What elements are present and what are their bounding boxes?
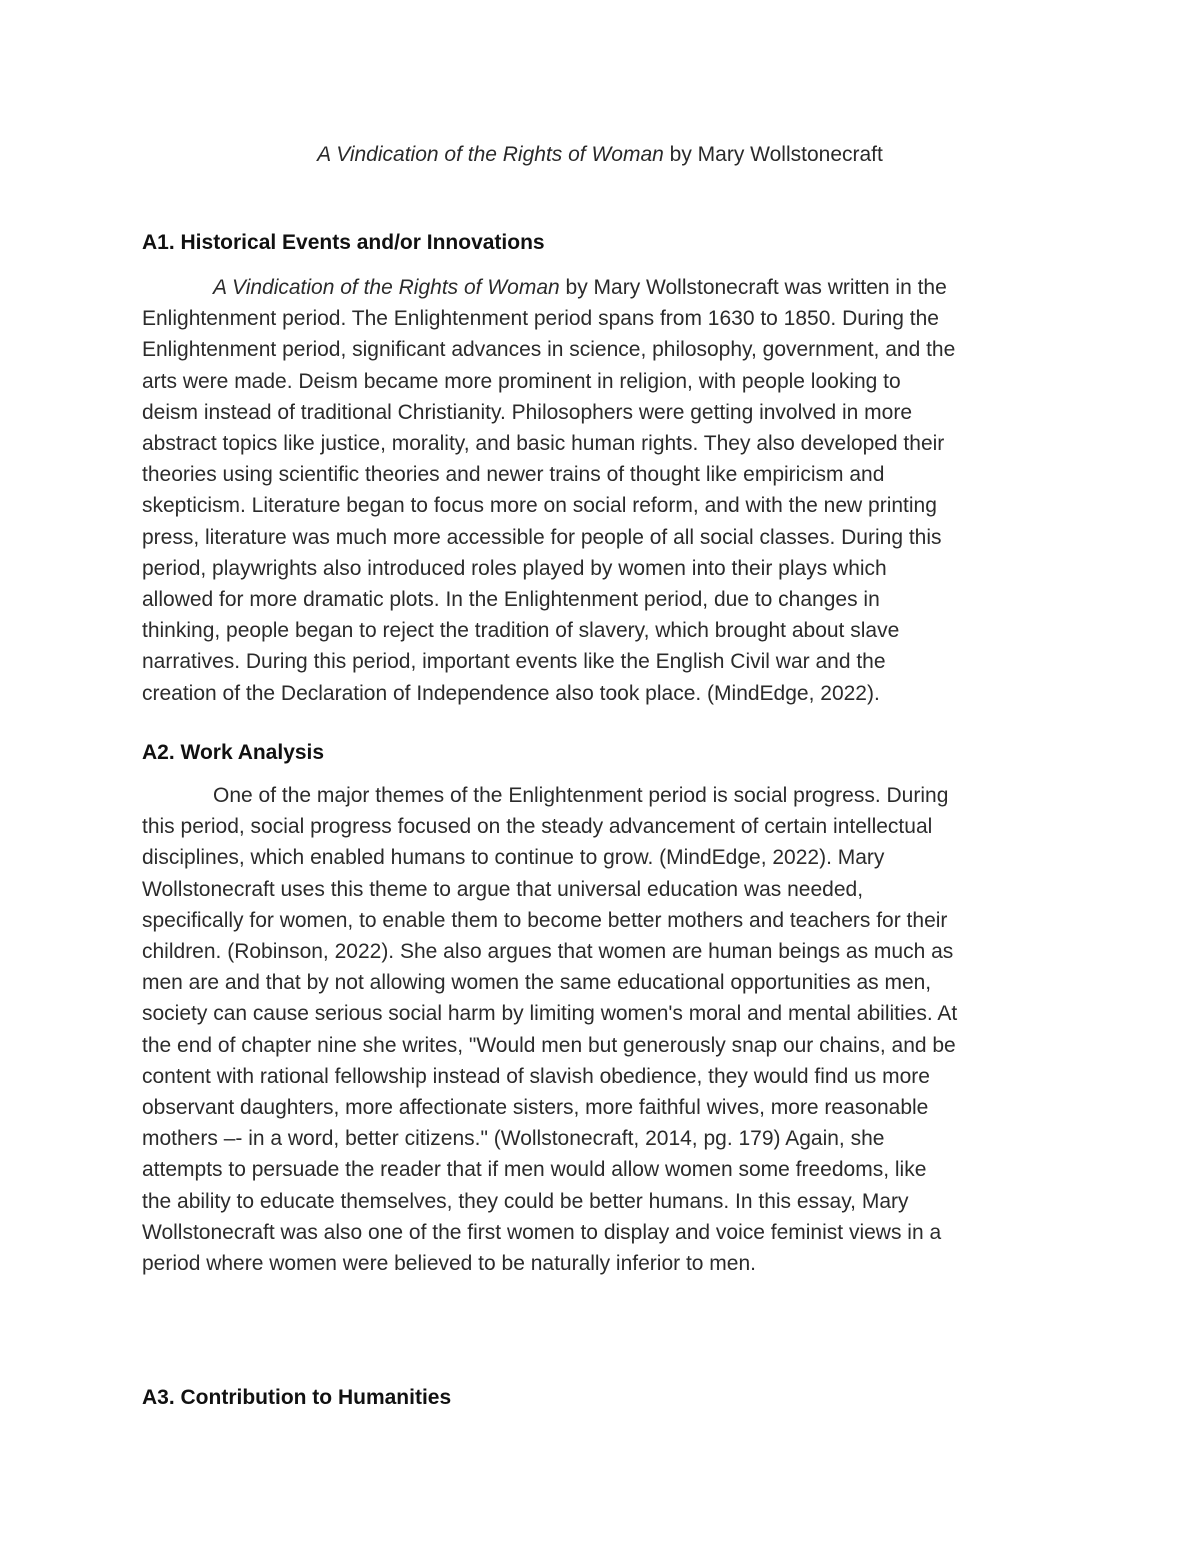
paragraph-line: press, literature was much more accessible for people of all social classes. During this [142,525,942,549]
paragraph-line: abstract topics like justice, morality, and basic human rights. They also developed their [142,432,945,456]
document-title-rest: by Mary Wollstonecraft [663,143,883,166]
paragraph-line: A Vindication of the Rights of Woman by Mary Wollstonecraft was written in the [213,276,947,299]
paragraph-line: Enlightenment period. The Enlightenment period spans from 1630 to 1850. During the [142,307,939,331]
paragraph-line: Enlightenment period, significant advances in science, philosophy, government, and the [142,338,956,362]
section-body-a1 [142,272,1062,709]
paragraph-line: society can cause serious social harm by limiting women's moral and mental abilities. At [142,1002,958,1026]
paragraph-line: disciplines, which enabled humans to continue to grow. (MindEdge, 2022). Mary [142,846,885,870]
paragraph-line: creation of the Declaration of Independence also took place. (MindEdge, 2022). [142,681,880,705]
paragraph-line: this period, social progress focused on the steady advancement of certain intellectual [142,815,933,839]
paragraph-line: skepticism. Literature began to focus more on social reform, and with the new printing [142,494,937,518]
paragraph-line: observant daughters, more affectionate sisters, more faithful wives, more reasonable [142,1096,929,1120]
paragraph-line: mothers –- in a word, better citizens." (Wollstonecraft, 2014, pg. 179) Again, she [142,1127,885,1151]
document-title [0,140,1200,170]
paragraph-line: narratives. During this period, important events like the English Civil war and the [142,650,886,674]
paragraph-line: allowed for more dramatic plots. In the Enlightenment period, due to changes in [142,588,880,612]
paragraph-line: period where women were believed to be naturally inferior to men. [142,1252,756,1276]
paragraph-line: attempts to persuade the reader that if men would allow women some freedoms, like [142,1158,927,1182]
paragraph-line: children. (Robinson, 2022). She also argues that women are human beings as much as [142,940,954,964]
work-title-italic: A Vindication of the Rights of Woman [213,276,560,299]
paragraph-line: period, playwrights also introduced roles played by women into their plays which [142,556,887,580]
paragraph-line: theories using scientific theories and newer trains of thought like empiricism and [142,463,885,487]
paragraph-line: arts were made. Deism became more prominent in religion, with people looking to [142,369,901,393]
paragraph-line: the end of chapter nine she writes, "Would men but generously snap our chains, and be [142,1033,956,1057]
paragraph-line: thinking, people began to reject the tradition of slavery, which brought about slave [142,619,900,643]
paragraph-line: the ability to educate themselves, they could be better humans. In this essay, Mary [142,1189,909,1213]
paragraph-line: content with rational fellowship instead of slavish obedience, they would find us more [142,1064,930,1088]
paragraph-line: Wollstonecraft uses this theme to argue that universal education was needed, [142,877,864,901]
section-body-a2 [142,780,1062,1279]
paragraph-line: deism instead of traditional Christianity. Philosophers were getting involved in more [142,400,912,424]
paragraph-line: specifically for women, to enable them to become better mothers and teachers for their [142,908,948,932]
paragraph-line: One of the major themes of the Enlightenment period is social progress. During [213,784,949,807]
document-title-italic: A Vindication of the Rights of Woman [317,143,664,166]
paragraph-line: men are and that by not allowing women the same educational opportunities as men, [142,971,932,995]
section-heading-a3: A3. Contribution to Humanities [142,1386,452,1409]
section-heading-a2: A2. Work Analysis [142,741,325,764]
section-heading-a1: A1. Historical Events and/or Innovations [142,231,545,254]
paragraph-line: Wollstonecraft was also one of the first women to display and voice feminist views in a [142,1220,942,1244]
